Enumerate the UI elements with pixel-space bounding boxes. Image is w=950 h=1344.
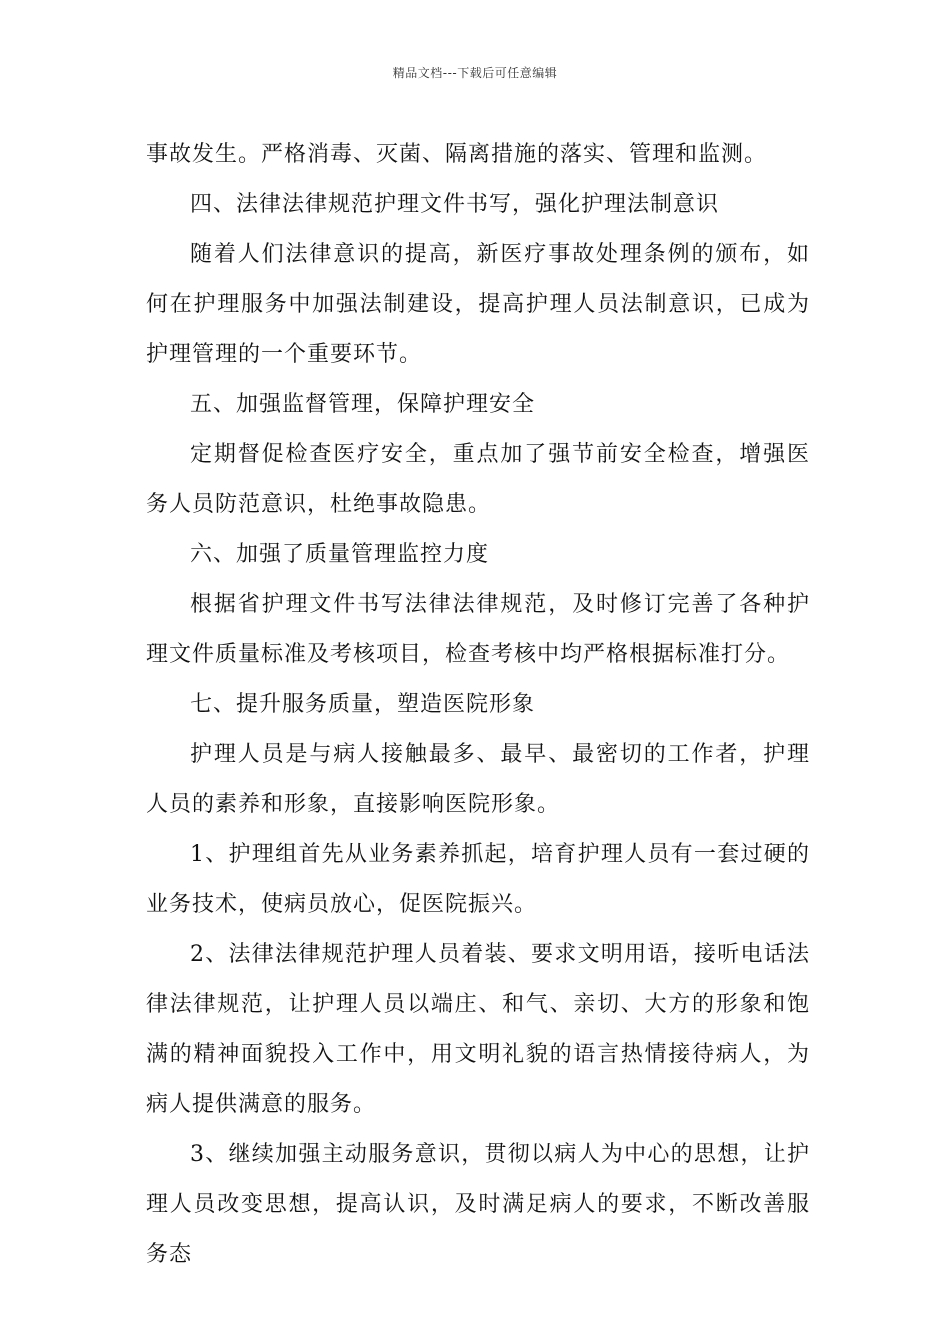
section-heading-4: 四、法律法律规范护理文件书写，强化护理法制意识 — [190, 192, 720, 217]
section-heading-5: 五、加强监督管理，保障护理安全 — [190, 392, 536, 417]
paragraph-5: 护理人员是与病人接触最多、最早、最密切的工作者，护理人员的素养和形象，直接影响医院形象。 — [146, 742, 810, 817]
paragraph-3: 定期督促检查医疗安全，重点加了强节前安全检查，增强医务人员防范意识，杜绝事故隐患。 — [146, 442, 810, 517]
page-header: 精品文档---下载后可任意编辑 — [392, 66, 558, 80]
section-heading-7: 七、提升服务质量，塑造医院形象 — [190, 692, 536, 717]
document-body — [146, 130, 810, 1280]
list-item-3: 3、继续加强主动服务意识，贯彻以病人为中心的思想，让护理人员改变思想，提高认识，及时满足病人的要求，不断改善服务态 — [146, 1142, 810, 1267]
paragraph-4: 根据省护理文件书写法律法律规范，及时修订完善了各种护理文件质量标准及考核项目，检查考核中均严格根据标准打分。 — [146, 592, 810, 667]
list-item-1: 1、护理组首先从业务素养抓起，培育护理人员有一套过硬的业务技术，使病员放心，促医院振兴。 — [146, 842, 810, 917]
paragraph-2: 随着人们法律意识的提高，新医疗事故处理条例的颁布，如何在护理服务中加强法制建设，提高护理人员法制意识，已成为护理管理的一个重要环节。 — [146, 242, 810, 367]
section-heading-6: 六、加强了质量管理监控力度 — [190, 542, 490, 567]
list-item-2: 2、法律法律规范护理人员着装、要求文明用语，接听电话法律法律规范，让护理人员以端庄、和气、亲切、大方的形象和饱满的精神面貌投入工作中，用文明礼貌的语言热情接待病人，为病人提供满意的服务。 — [146, 942, 810, 1117]
paragraph-1: 事故发生。严格消毒、灭菌、隔离措施的落实、管理和监测。 — [146, 142, 768, 167]
